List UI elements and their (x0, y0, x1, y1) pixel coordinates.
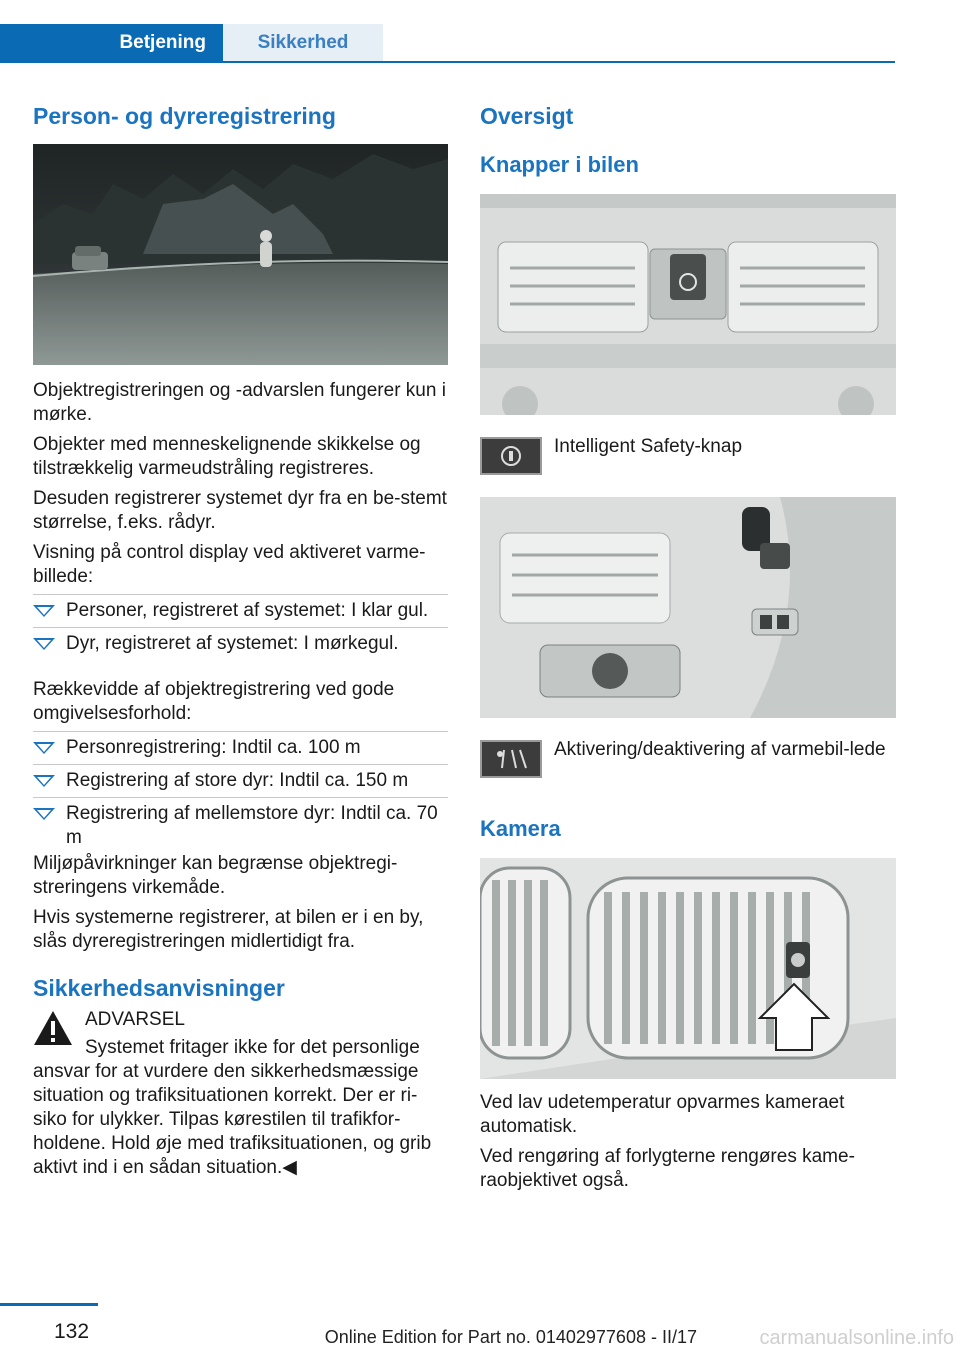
camera-grille-image (480, 858, 896, 1079)
para-darkness: Objektregistreringen og -advarslen fungerer kun i mørke. (33, 380, 446, 425)
list-item: Dyr, registreret af systemet: I mørkegul. (33, 628, 448, 660)
warning-triangle-icon (33, 1010, 73, 1046)
tab-betjening[interactable]: Betjening (0, 24, 223, 61)
button2-row (480, 718, 896, 802)
safety-heading: Sikkerhedsanvisninger (33, 975, 285, 1001)
watermark: carmanualsonline.info (759, 1327, 954, 1349)
list-item: Registrering af mellemstore dyr: Indtil ca. 70 m (33, 798, 448, 852)
bullet-triangle-icon (33, 808, 55, 820)
para-environment: Miljøpåvirkninger kan begrænse objektregi-streringens virkemåde. (33, 853, 398, 898)
section-heading-person: Person- og dyreregistrering (33, 103, 336, 129)
night-vision-image (33, 144, 448, 365)
button1-row (480, 415, 896, 497)
list-item: Registrering af store dyr: Indtil ca. 150 m (33, 765, 448, 797)
intelligent-safety-label: Intelligent Safety-knap (554, 436, 743, 457)
intelligent-safety-button-icon (480, 437, 542, 475)
footer-rule (0, 1303, 98, 1306)
para-display: Visning på control display ved aktiveret varme-billede: (33, 542, 426, 587)
warning-block (33, 1008, 448, 1032)
bullet-triangle-icon (33, 742, 55, 754)
list-item: Personer, registreret af systemet: I klar gul. (33, 595, 448, 627)
para-objects: Objekter med menneskelignende skikkelse og tilstrækkelig varmeudstråling registreres. (33, 434, 421, 479)
bullet-triangle-icon (33, 638, 55, 650)
warning-title: ADVARSEL (85, 1009, 185, 1030)
camera-heading: Kamera (480, 816, 561, 841)
bullet-triangle-icon (33, 605, 55, 617)
header-tabs (0, 24, 895, 63)
para-animals: Desuden registrerer systemet dyr fra en be-stemt størrelse, f.eks. rådyr. (33, 488, 447, 533)
right-column (480, 100, 896, 1193)
page-number: 132 (54, 1320, 90, 1343)
overview-heading: Oversigt (480, 103, 574, 129)
night-vision-label: Aktivering/deaktivering af varmebil-lede (554, 739, 886, 760)
warning-text: Systemet fritager ikke for det personlige ansvar for at vurdere den sikkerhedsmæssige situation og trafiksituationen korrekt. Der er ri-siko for ulykker. Tilpas kørestilen til trafikfor-holdene. Hold øje med trafiksituationen, og grib aktivt ind i en sådan situation.◀ (33, 1037, 432, 1178)
dashboard-button-image (480, 194, 896, 415)
tab-sikkerhed[interactable]: Sikkerhed (223, 24, 383, 61)
list-item: Personregistrering: Indtil ca. 100 m (33, 732, 448, 764)
edition-note: Online Edition for Part no. 01402977608 - II/17 (324, 1327, 697, 1347)
night-vision-button-icon (480, 740, 542, 778)
para-heating: Ved lav udetemperatur opvarmes kameraet automatisk. (480, 1092, 845, 1137)
left-column (33, 100, 448, 1180)
para-cleaning: Ved rengøring af forlygterne rengøres kame-raobjektivet også. (480, 1146, 855, 1191)
light-switch-image (480, 497, 896, 718)
para-city: Hvis systemerne registrerer, at bilen er i en by, slås dyreregistreringen midlertidigt fra. (33, 907, 424, 952)
bullet-triangle-icon (33, 775, 55, 787)
buttons-subheading: Knapper i bilen (480, 152, 639, 177)
para-range: Rækkevidde af objektregistrering ved gode omgivelsesforhold: (33, 679, 395, 724)
